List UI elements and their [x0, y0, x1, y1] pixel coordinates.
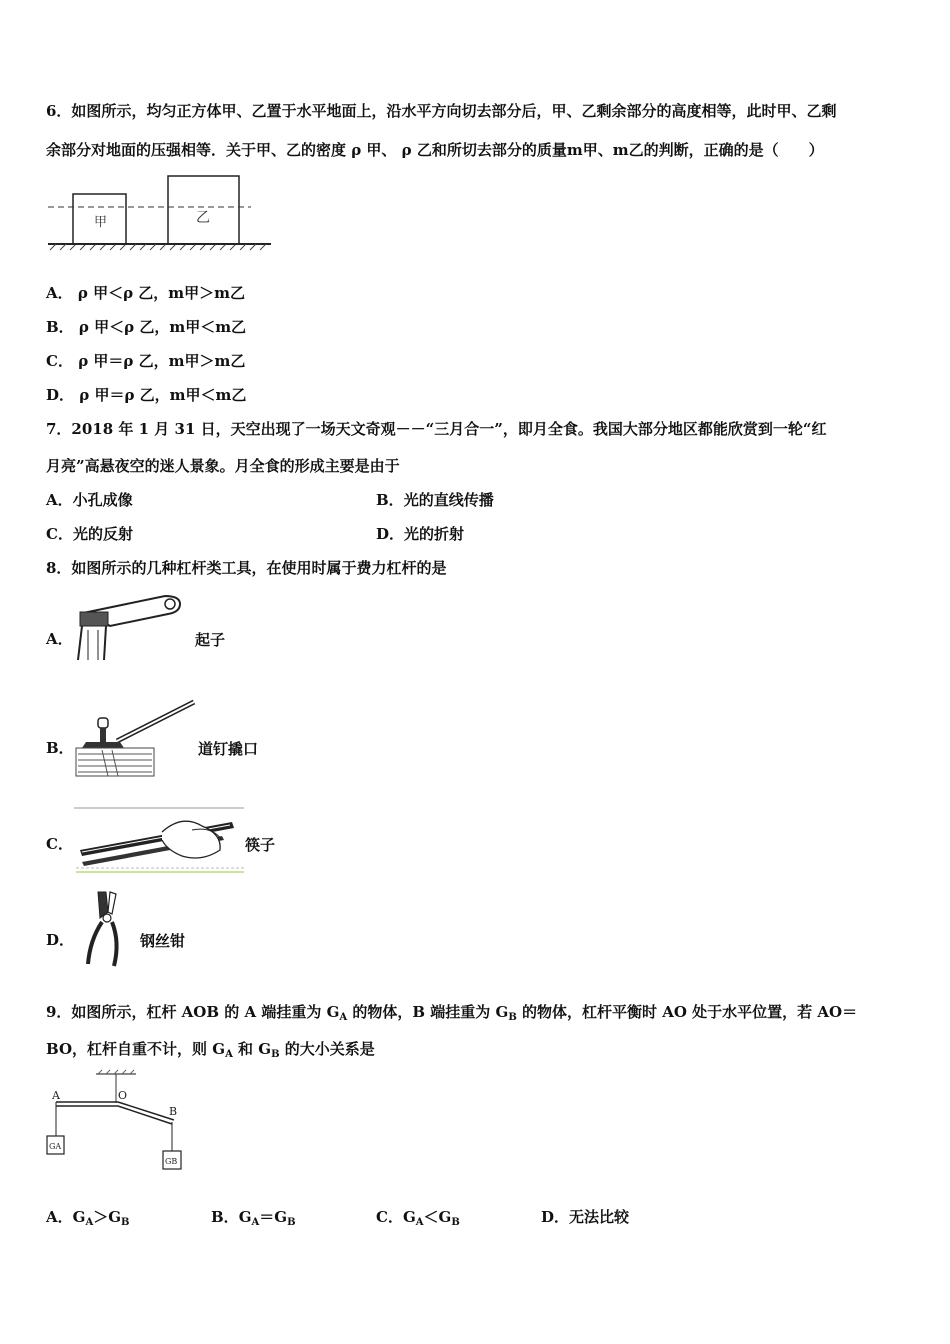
point-o-label: O — [118, 1089, 128, 1102]
chopsticks-figure — [72, 804, 247, 878]
bottle-opener-figure — [70, 590, 185, 662]
q9-option-a[interactable]: A．$G_A>G_B$ — [46, 1208, 130, 1228]
q7-option-d[interactable]: D．光的折射 — [376, 525, 465, 543]
q7-stem-line1: 7．2018 年 1 月 31 日，天空出现了一场天文奇观－－“三月合一”，即月全食。我国大部分地区都能欣赏到一轮“红 — [46, 420, 827, 438]
q7-stem-line2: 月亮”高悬夜空的迷人景象。月全食的形成主要是由于 — [46, 457, 400, 475]
q9-lever-figure — [44, 1066, 194, 1176]
q8-option-a-label: 起子 — [195, 631, 226, 649]
q8-option-a-letter[interactable]: A． — [46, 630, 73, 648]
crowbar-figure — [72, 696, 202, 781]
weight-ga-label: GA — [49, 1142, 62, 1151]
q8-option-d-label: 钢丝钳 — [140, 932, 186, 950]
q8-option-c-letter[interactable]: C． — [46, 835, 73, 853]
q6-option-c[interactable]: C． ρ 甲＝ρ 乙，m甲＞m乙 — [46, 352, 246, 370]
q8-option-b-label: 道钉撬口 — [198, 740, 259, 758]
q8-stem: 8．如图所示的几种杠杆类工具，在使用时属于费力杠杆的是 — [46, 559, 447, 577]
q6-figure — [46, 170, 276, 255]
q7-option-a[interactable]: A．小孔成像 — [46, 491, 133, 509]
label-yi: 乙 — [196, 210, 210, 226]
q8-option-d-letter[interactable]: D． — [46, 931, 75, 949]
q6-option-d[interactable]: D． ρ 甲＝ρ 乙，m甲＜m乙 — [46, 386, 247, 404]
pliers-figure — [80, 888, 130, 968]
point-a-label: A — [52, 1089, 60, 1102]
label-jia: 甲 — [94, 215, 108, 230]
weight-gb-label: GB — [165, 1157, 178, 1166]
q6-stem-line1: 6．如图所示，均匀正方体甲、乙置于水平地面上，沿水平方向切去部分后，甲、乙剩余部分的高度相等，此时甲、乙剩 — [46, 102, 837, 120]
q7-option-b[interactable]: B．光的直线传播 — [376, 491, 494, 509]
q6-option-b[interactable]: B． ρ 甲＜ρ 乙，m甲＜m乙 — [46, 318, 247, 336]
q9-option-d[interactable]: D．无法比较 — [541, 1208, 630, 1226]
q9-stem-line1: 9．如图所示，杠杆 AOB 的 A 端挂重为 $G_A$ 的物体，B 端挂重为 $G_B$ 的物体，杠杆平衡时 AO 处于水平位置，若 AO＝ — [46, 1003, 858, 1023]
q9-option-b[interactable]: B．$G_A=G_B$ — [211, 1208, 296, 1228]
point-b-label: B — [169, 1105, 178, 1118]
q8-option-c-label: 筷子 — [245, 836, 276, 854]
q7-option-c[interactable]: C．光的反射 — [46, 525, 133, 543]
q6-stem-line2: 余部分对地面的压强相等．关于甲、乙的密度 ρ 甲、 ρ 乙和所切去部分的质量m甲、m乙的判断，正确的是（ ） — [46, 141, 824, 159]
q9-stem-line2: BO，杠杆自重不计，则 $G_A$ 和 $G_B$ 的大小关系是 — [46, 1040, 375, 1060]
q8-option-b-letter[interactable]: B． — [46, 739, 74, 757]
q9-option-c[interactable]: C．$G_A<G_B$ — [376, 1208, 460, 1228]
q6-option-a[interactable]: A． ρ 甲＜ρ 乙，m甲＞m乙 — [46, 284, 246, 302]
